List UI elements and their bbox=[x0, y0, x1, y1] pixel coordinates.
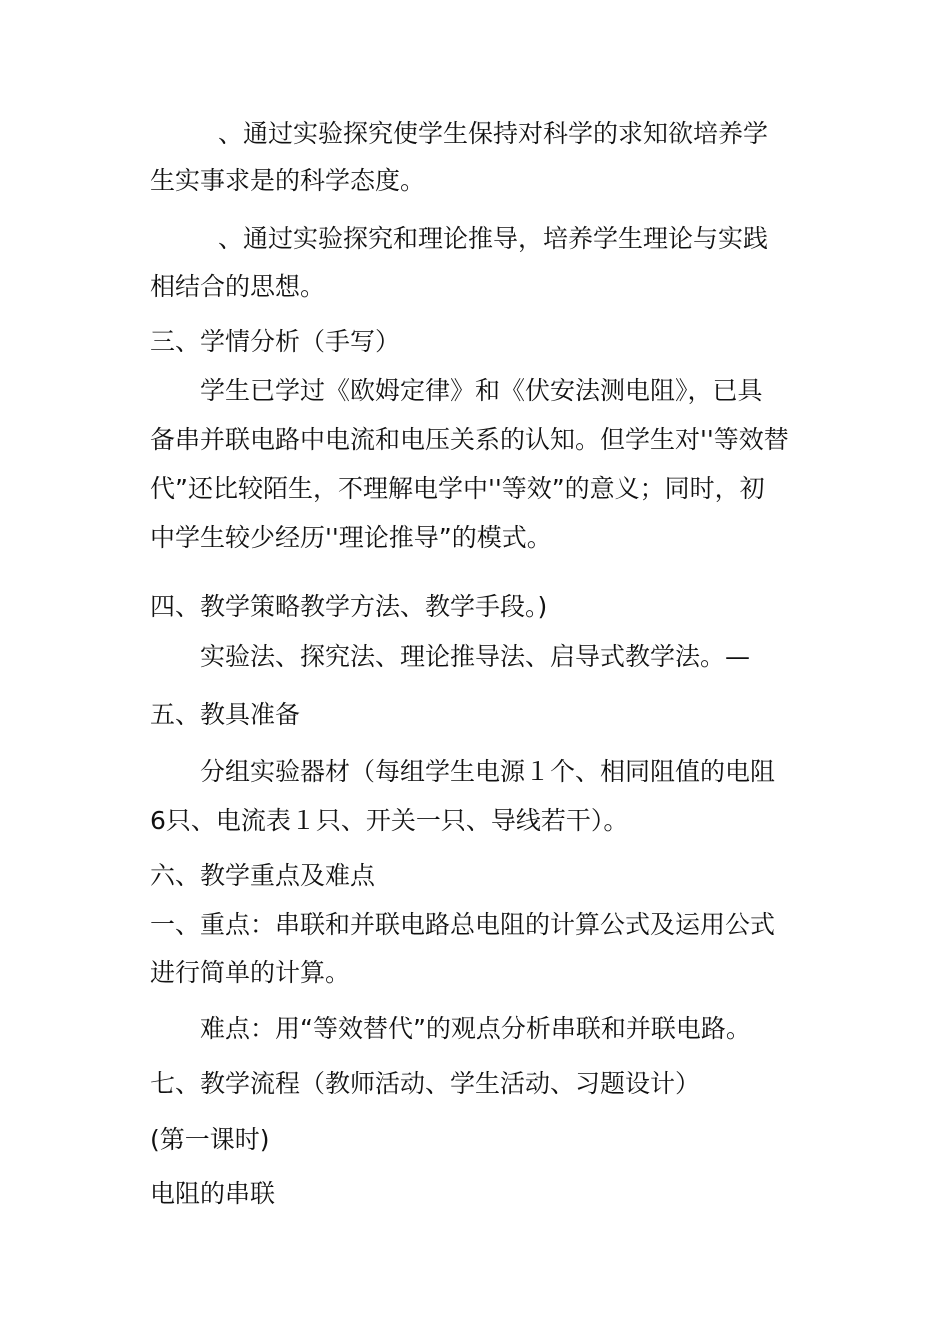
section-7-line-2: 电阻的串联 bbox=[150, 1179, 276, 1208]
section-3-line-4: 中学生较少经历''理论推导”的模式。 bbox=[150, 523, 552, 552]
section-5-title: 五、教具准备 bbox=[150, 700, 301, 729]
section-6-title: 六、教学重点及难点 bbox=[150, 861, 376, 890]
section-4-title: 四、教学策略教学方法、教学手段。) bbox=[150, 592, 548, 621]
goal-3-line-1: 、通过实验探究和理论推导，培养学生理论与实践 bbox=[218, 224, 769, 253]
section-3-line-3: 代”还比较陌生，不理解电学中''等效”的意义；同时，初 bbox=[150, 474, 765, 503]
section-7-title: 七、教学流程（教师活动、学生活动、习题设计） bbox=[150, 1069, 701, 1098]
goal-2-line-1: 、通过实验探究使学生保持对科学的求知欲培养学 bbox=[218, 119, 769, 148]
section-7-line-1: (第一课时) bbox=[150, 1125, 270, 1154]
goal-2-line-2: 生实事求是的科学态度。 bbox=[150, 166, 426, 195]
goal-3-line-2: 相结合的思想。 bbox=[150, 272, 326, 301]
section-6-line-1: 一、重点：串联和并联电路总电阻的计算公式及运用公式 bbox=[150, 910, 776, 939]
section-3-line-2: 备串并联电路中电流和电压关系的认知。但学生对''等效替 bbox=[150, 425, 789, 454]
section-6-line-3: 难点：用“等效替代”的观点分析串联和并联电路。 bbox=[200, 1014, 751, 1043]
section-5-line-2: 6只、电流表１只、开关一只、导线若干）。 bbox=[150, 806, 629, 835]
section-3-line-1: 学生已学过《欧姆定律》和《伏安法测电阻》，已具 bbox=[200, 376, 763, 405]
section-3-title: 三、学情分析（手写） bbox=[150, 327, 401, 356]
section-6-line-2: 进行简单的计算。 bbox=[150, 958, 351, 987]
section-4-line-1: 实验法、探究法、理论推导法、启导式教学法。— bbox=[200, 642, 751, 671]
section-5-line-1: 分组实验器材（每组学生电源１个、相同阻值的电阻 bbox=[200, 757, 776, 786]
